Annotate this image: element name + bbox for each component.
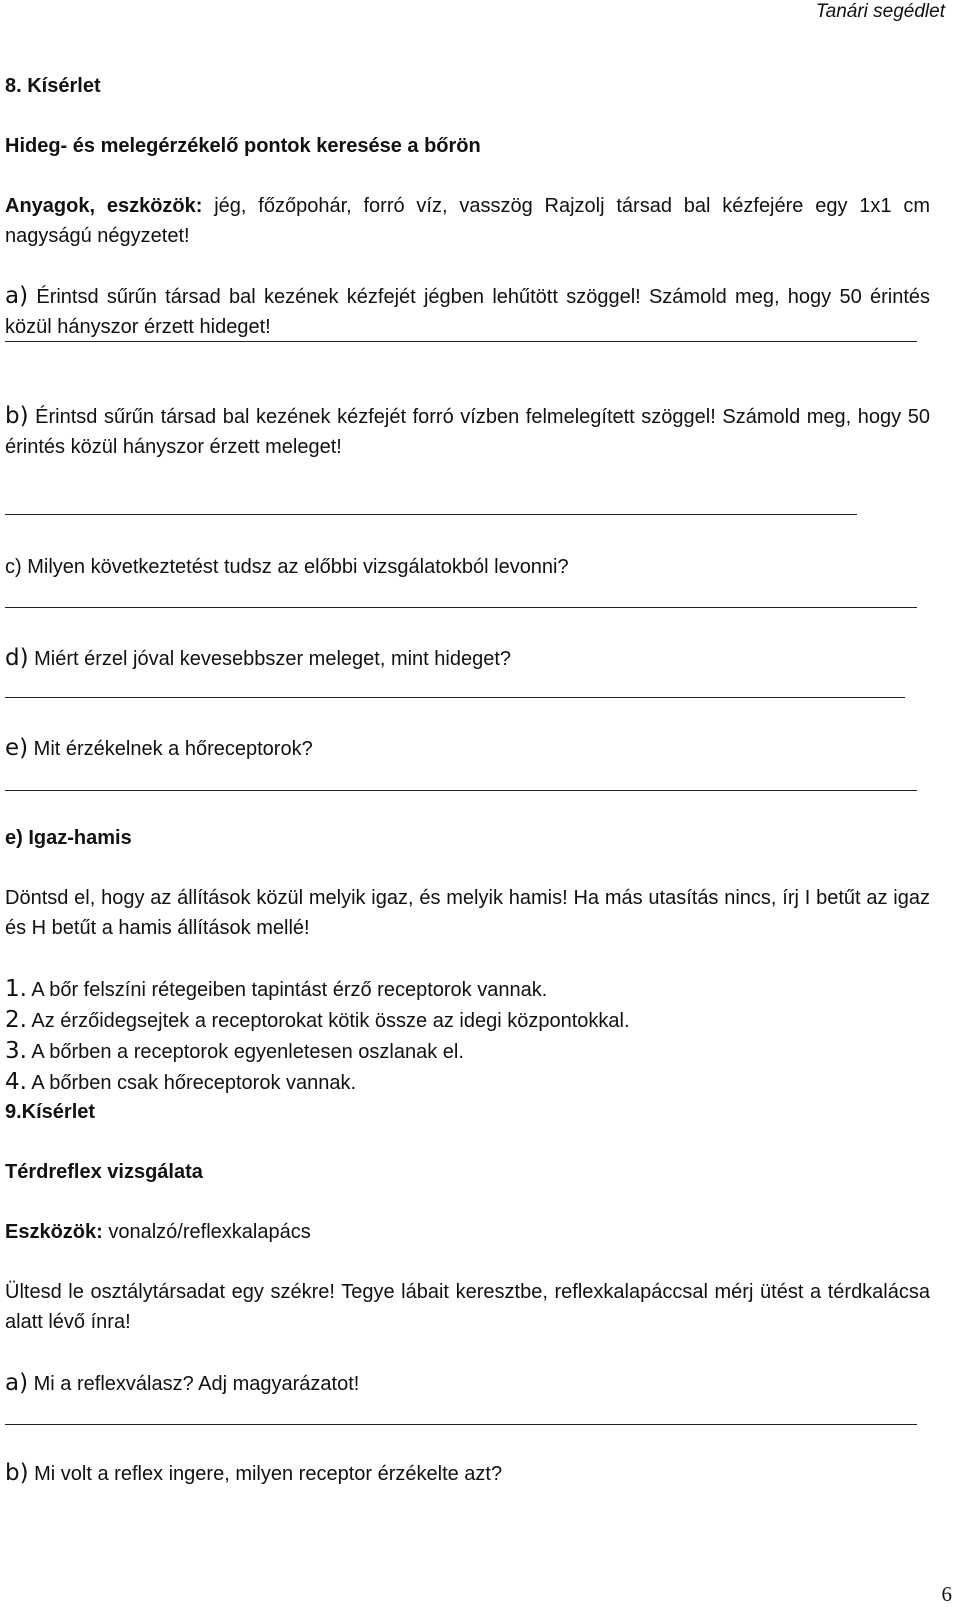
statement-1 [5,974,547,1005]
true-false-instruction: Döntsd el, hogy az állítások közül melyik igaz, és melyik hamis! Ha más utasítás nincs, írj I betűt az igaz és H betűt a hamis állítások mellé! [5,887,930,939]
exp9-title: 9.Kísérlet [5,1101,96,1123]
statement-text: A bőrben csak hőreceptorok vannak. [26,1072,357,1094]
materials-text: jég, főzőpohár, forró víz, vasszög Rajzolj társad bal kézfejére egy 1x1 cm nagyságú négyzetet! [5,195,930,247]
statement-text: A bőrben a receptorok egyenletesen oszlanak el. [26,1041,464,1063]
exp8-title: 8. Kísérlet [5,75,101,97]
statement-4 [5,1067,356,1098]
exp8-materials [5,191,930,251]
exp9-instruction: Ültesd le osztálytársadat egy székre! Tegye lábait keresztbe, reflexkalapáccsal mérj ütést a térdkalácsa alatt lévő ínra! [5,1281,930,1333]
exp8-subtitle: Hideg- és melegérzékelő pontok keresése a bőrön [5,135,481,157]
statement-number: 1. [5,976,27,1002]
tools-label: Eszközök: [5,1221,103,1243]
exp8-question-a [5,281,930,342]
exp8-question-c: c) Milyen következtetést tudsz az előbbi vizsgálatokból levonni? [5,556,569,578]
exp8-question-b [5,401,930,462]
exp9-question-b [5,1458,502,1489]
question-d-text: Miért érzel jóval kevesebbszer meleget, mint hideget? [28,648,512,670]
question-b-text: Mi volt a reflex ingere, milyen receptor érzékelte azt? [28,1463,503,1485]
statement-2 [5,1005,630,1036]
question-e-text: Mit érzékelnek a hőreceptorok? [28,738,313,760]
statement-text: Az érzőidegsejtek a receptorokat kötik össze az idegi központokkal. [26,1010,630,1032]
statement-text: A bőr felszíni rétegeiben tapintást érző receptorok vannak. [26,979,548,1001]
question-b-label: b) [5,1460,29,1486]
page-number: 6 [941,1582,952,1606]
question-a-label: a) [5,283,29,309]
question-b-text: Érintsd sűrűn társad bal kezének kézfejét forró vízben felmelegített szöggel! Számold meg, hogy 50 érintés közül hányszor érzett meleget! [5,406,930,458]
exp9-question-a [5,1368,359,1399]
statement-number: 3. [5,1038,27,1064]
answer-line-e[interactable] [5,790,917,791]
true-false-title: e) Igaz-hamis [5,827,132,849]
materials-label: Anyagok, eszközök: [5,195,203,217]
exp9-subtitle: Térdreflex vizsgálata [5,1161,203,1183]
tools-text: vonalzó/reflexkalapács [102,1221,311,1243]
answer-line-a[interactable] [5,341,917,342]
answer-line-b[interactable] [5,514,857,515]
statement-number: 2. [5,1007,27,1033]
page-header: Tanári segédlet [815,1,945,22]
exp9-tools [5,1217,311,1247]
statement-3 [5,1036,464,1067]
statement-number: 4. [5,1069,27,1095]
question-d-label: d) [5,645,29,671]
question-e-label: e) [5,735,29,761]
question-b-label: b) [5,403,29,429]
answer-line-c[interactable] [5,607,917,608]
exp8-question-d [5,643,511,674]
exp8-question-e [5,733,313,764]
question-a-label: a) [5,1370,29,1396]
question-a-text: Mi a reflexválasz? Adj magyarázatot! [28,1373,360,1395]
question-a-text: Érintsd sűrűn társad bal kezének kézfejét jégben lehűtött szöggel! Számold meg, hogy 50 érintés közül hányszor érzett hideget! [5,286,930,338]
answer-line-d[interactable] [5,697,905,698]
answer-line-9a[interactable] [5,1424,917,1425]
